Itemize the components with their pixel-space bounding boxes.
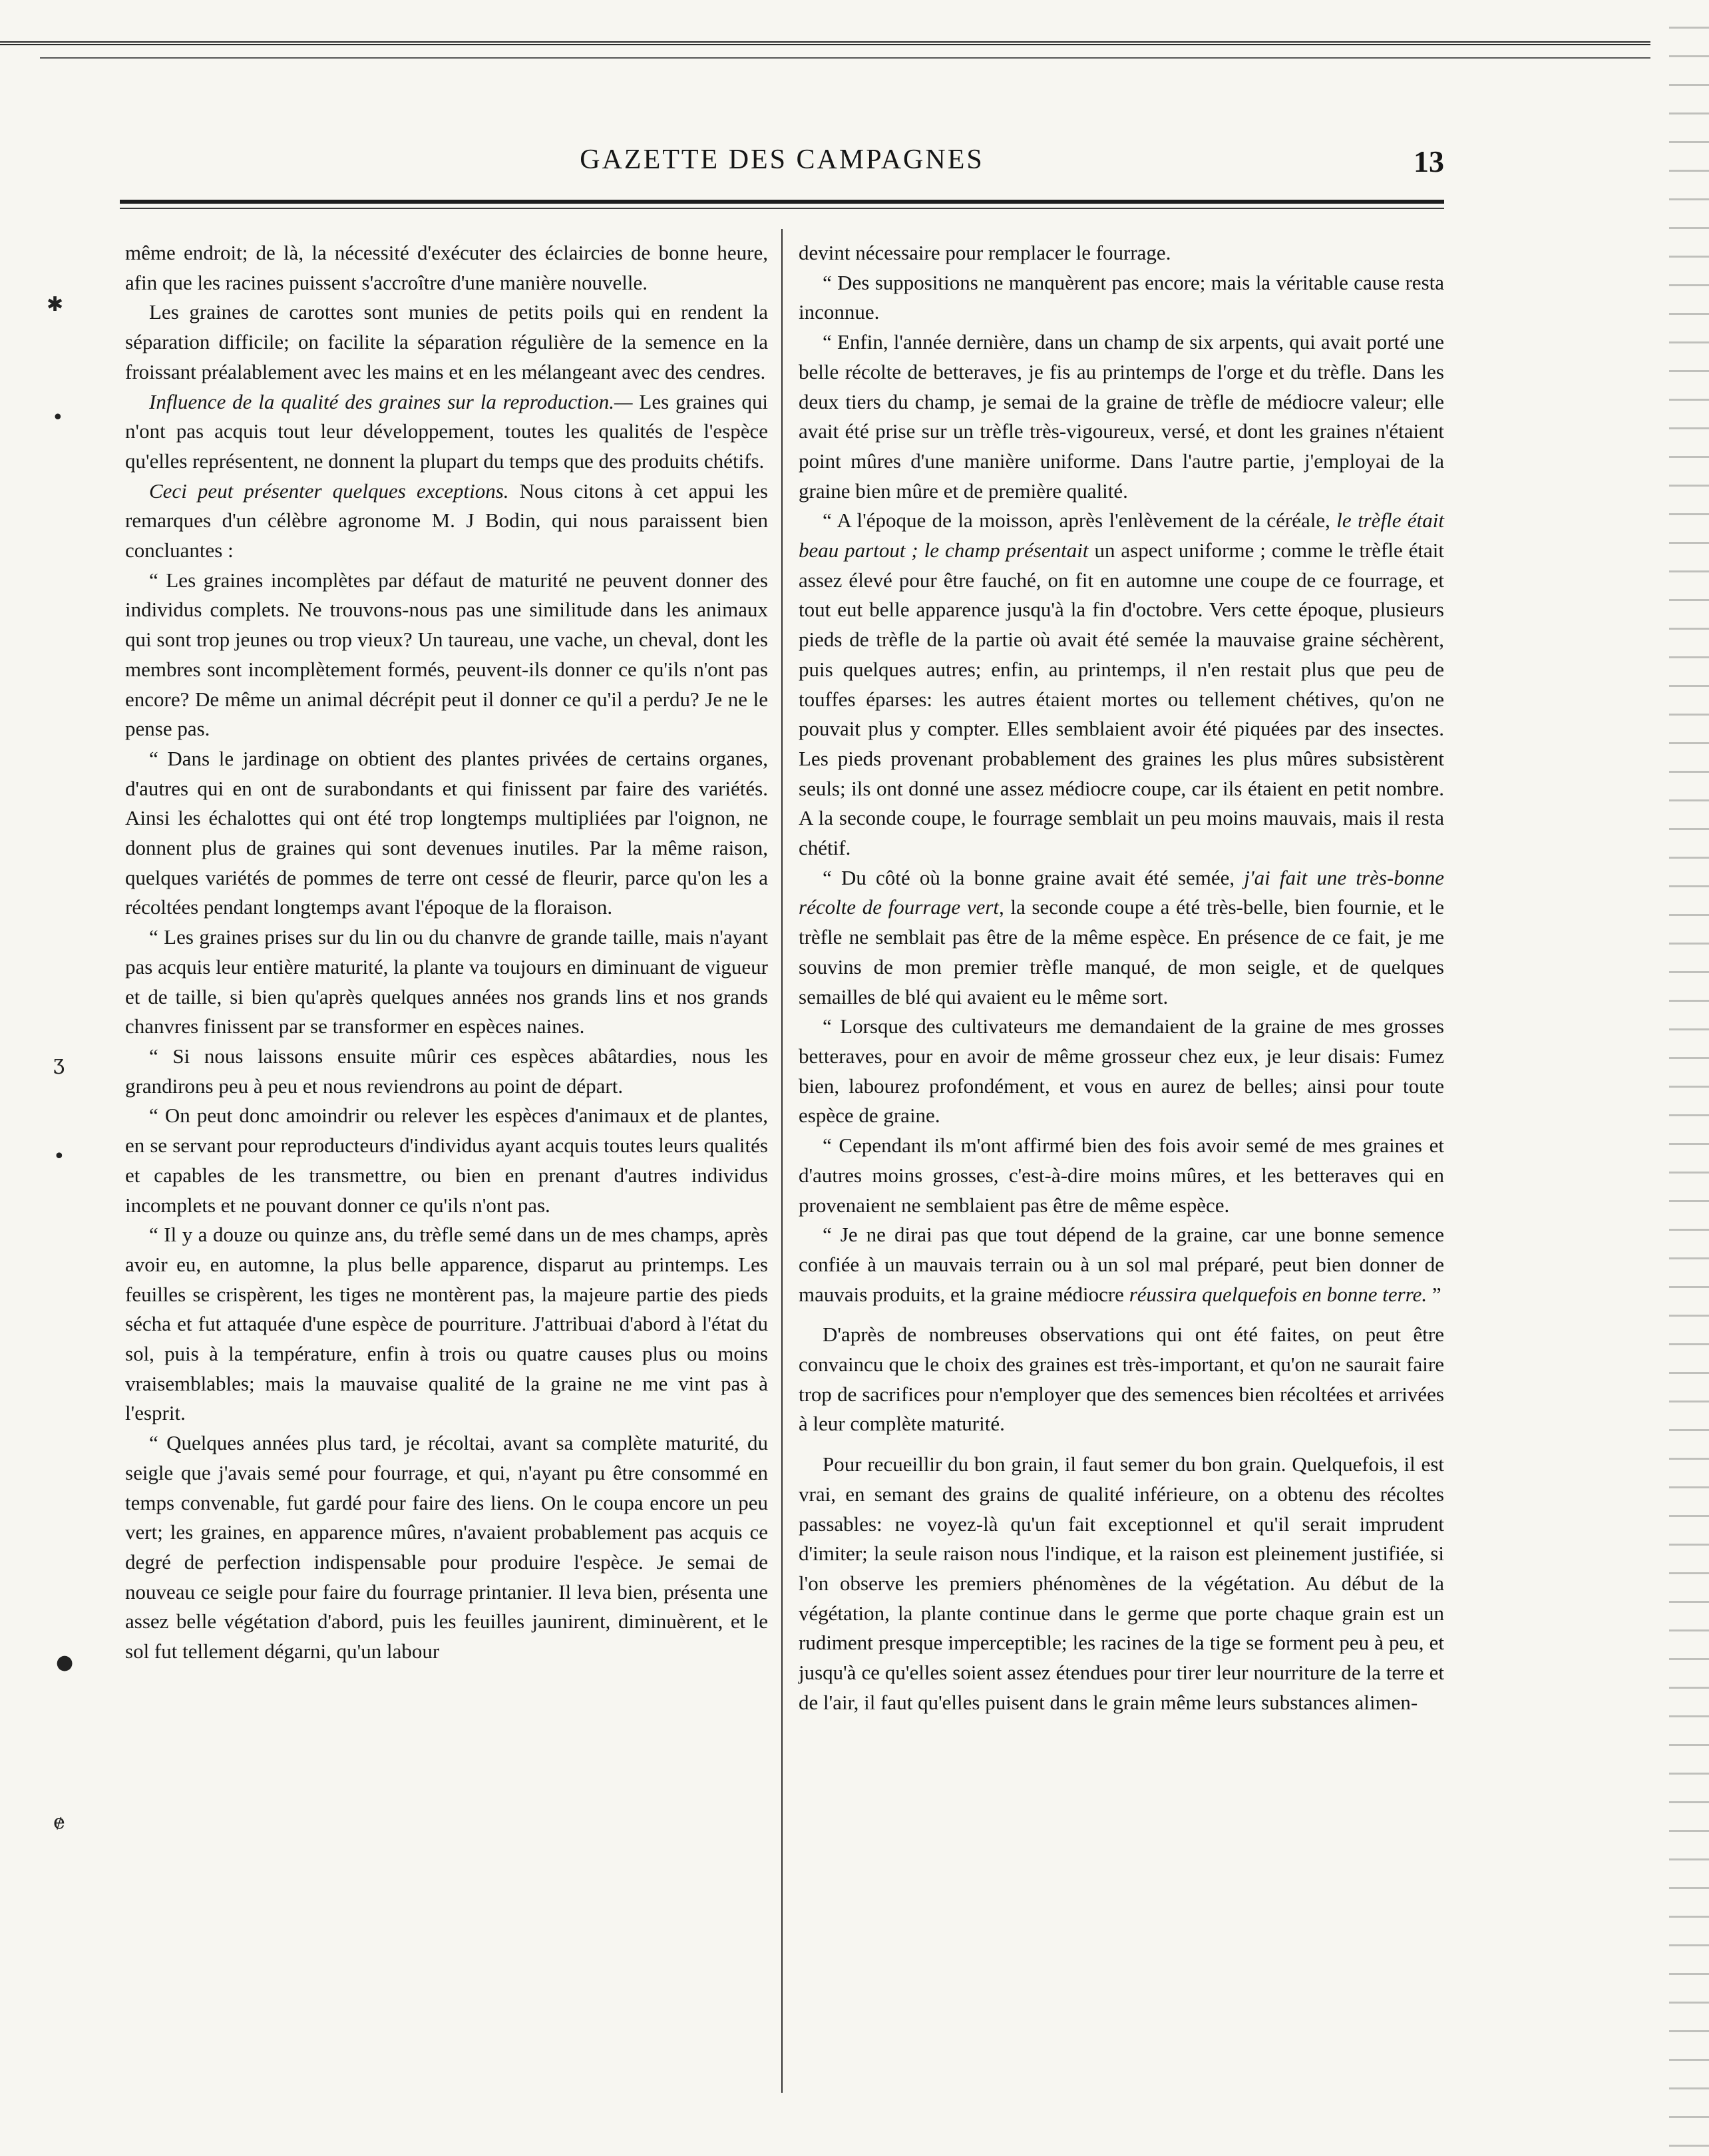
paragraph xyxy=(799,1131,1444,1220)
paragraph xyxy=(125,1101,768,1220)
paragraph xyxy=(125,387,768,477)
paragraph xyxy=(799,238,1444,268)
paragraph xyxy=(125,298,768,387)
paragraph xyxy=(799,506,1444,863)
margin-mark: ʒ xyxy=(53,1052,65,1075)
paragraph xyxy=(125,238,768,298)
right-column xyxy=(799,238,1444,1717)
paragraph xyxy=(125,477,768,566)
scan-edge xyxy=(1669,0,1709,2156)
left-column xyxy=(125,238,768,1667)
paragraph xyxy=(799,1012,1444,1131)
top-border-rule-thin xyxy=(40,57,1650,59)
paragraph-text: “ A l'époque de la moisson, après l'enlèvement de la céréale, xyxy=(823,509,1337,533)
top-border-rule xyxy=(0,41,1650,45)
paragraph-text: “ Enfin, l'année dernière, dans un champ de six arpents, qui avait porté une belle récolte de betteraves, je fis au printemps de l'orge et du trèfle. Dans les deux tiers du champ, je semai de la graine de trèfle de médiocre valeur; elle avait été prise sur un trèfle très-vigoureux, versé, et dont les graines n'étaient point mûres d'une manière uniforme. Dans l'autre partie, j'employai de la graine bien mûre et de première qualité. xyxy=(799,330,1444,503)
margin-mark: ✱ xyxy=(47,293,64,316)
paragraph xyxy=(799,1320,1444,1439)
paragraph-text: “ Lorsque des cultivateurs me demandaient de la graine de mes grosses betteraves, pour en avoir de même grosseur chez eux, je leur disais: Fumez bien, labourez profondément, et vous en aurez de belles; ainsi pour toute espèce de graine. xyxy=(799,1014,1444,1128)
paragraph-text: “ On peut donc amoindrir ou relever les espèces d'animaux et de plantes, en se servant pour reproducteurs d'individus ayant acquis toutes leurs qualités et capables de les transmettre, ou bien en prenant d'autres individus incomplets et ne pouvant donner ce qu'ils n'ont pas. xyxy=(125,1104,768,1217)
paragraph xyxy=(125,1220,768,1428)
paragraph-heading: Influence de la qualité des graines sur la reproduction.— xyxy=(149,389,640,413)
paragraph-text: un aspect uniforme ; comme le trèfle était assez élevé pour être fauché, on fit en automne une coupe de ce fourrage, et tout eut belle apparence jusqu'à la fin d'octobre. Vers cette époque, plusieurs pieds de trèfle de la partie où avait été semée la mauvaise graine séchèrent, puis quelques autres; enfin, au printemps, il n'en restait plus que peu de touffes éparses: les autres étaient mortes ou tellement chétives, qu'on ne pouvait plus y compter. Elles semblaient avoir été piquées par des insectes. Les pieds provenant probablement des graines les plus mûres subsistèrent seuls; ils ont donné une assez médiocre coupe, car ils étaient en petit nombre. A la seconde coupe, le fourrage semblait un peu moins mauvais, mais il resta chétif. xyxy=(799,539,1444,860)
margin-mark: • xyxy=(53,1145,65,1168)
paragraph-text: “ Si nous laissons ensuite mûrir ces espèces abâtardies, nous les grandirons peu à peu et nous reviendrons au point de départ. xyxy=(125,1044,768,1098)
paragraph-heading: Ceci peut présenter quelques exceptions. xyxy=(149,479,520,503)
paragraph-text: Les graines de carottes sont munies de petits poils qui en rendent la séparation difficile; on facilite la séparation régulière de la semence en la froissant préalablement avec les mains et en les mélangeant avec des cendres. xyxy=(125,300,768,383)
paragraph-emphasis: le trèfle était beau partout ; le champ présentait xyxy=(799,509,1444,562)
margin-mark: ɇ xyxy=(53,1811,65,1834)
paragraph xyxy=(125,566,768,744)
paragraph-text: Les graines qui n'ont pas acquis tout leur développement, toutes les qualités de l'espèce qu'elles représentent, ne donnent la plupart du temps que des produits chétifs. xyxy=(125,389,768,473)
paragraph xyxy=(125,744,768,923)
paragraph-text: “ Dans le jardinage on obtient des plantes privées de certains organes, d'autres qui en ont de surabondants et qui finissent par faire des variétés. Ainsi les échalottes qui ont été trop longtemps multipliées par l'oignon, ne donnent plus de graines qui sont devenues inutiles. Par la même raison, quelques variétés de pommes de terre ont cessé de fleurir, parce qu'on les a récoltées pendant longtemps avant l'époque de la floraison. xyxy=(125,746,768,919)
page-header xyxy=(120,144,1444,184)
column-divider xyxy=(781,229,783,2093)
paragraph-text: ” xyxy=(1427,1282,1441,1306)
paragraph-text: Pour recueillir du bon grain, il faut semer du bon grain. Quelquefois, il est vrai, en semant des grains de qualité inférieure, on a obtenu des récoltes passables: ne voyez-là qu'un fait exceptionnel et qu'il serait imprudent d'imiter; la seule raison nous l'indique, et la raison est pleinement justifiée, si l'on observe les premiers phénomènes de la végétation. Au début de la végétation, la plante continue dans le germe que porte chaque grain est un rudiment presque imperceptible; les racines de la tige se forment peu à peu, et jusqu'à ce qu'elles soient assez étendues pour tirer leur nourriture de la terre et de l'air, il faut qu'elles puisent dans le grain même leurs substances alimen- xyxy=(799,1452,1444,1714)
paragraph-text: même endroit; de là, la nécessité d'exécuter des éclaircies de bonne heure, afin que les racines puissent s'accroître d'une manière nouvelle. xyxy=(125,241,768,294)
paragraph xyxy=(799,1220,1444,1309)
paragraph xyxy=(125,1042,768,1101)
paragraph xyxy=(125,923,768,1042)
paragraph-text: Nous citons à cet appui les remarques d'un célèbre agronome M. J Bodin, qui nous paraissent bien concluantes : xyxy=(125,479,768,562)
paragraph-text: “ Du côté où la bonne graine avait été semée, xyxy=(823,865,1244,889)
page-number: 13 xyxy=(1414,144,1444,178)
paragraph-emphasis: j'ai fait une très-bonne récolte de fourrage vert, xyxy=(799,865,1444,919)
paragraph-text: “ Je ne dirai pas que tout dépend de la graine, car une bonne semence confiée à un mauvais terrain ou à un sol mal préparé, peut bien donner de mauvais produits, et la graine médiocre xyxy=(799,1223,1444,1306)
paragraph-text: “ Les graines prises sur du lin ou du chanvre de grande taille, mais n'ayant pas acquis leur entière maturité, la plante va toujours en diminuant de vigueur et de taille, si bien qu'après quelques années nos grands lins et nos grands chanvres finissent par se transformer en espèces naines. xyxy=(125,925,768,1038)
margin-mark: ● xyxy=(56,1651,74,1674)
paragraph xyxy=(799,268,1444,327)
margin-mark: • xyxy=(52,406,64,429)
paragraph-text: “ Quelques années plus tard, je récoltai, avant sa complète maturité, du seigle que j'avais semé pour fourrage, et qui, n'ayant pu être consommé en temps convenable, fut gardé pour faire des liens. On le coupa encore un peu vert; les graines, en apparence mûres, n'avaient probablement pas acquis ce degré de perfection indispensable pour produire l'espèce. Je semai de nouveau ce seigle pour faire du fourrage printanier. Il leva bien, présenta une assez belle végétation d'abord, puis les feuilles jaunirent, diminuèrent, et le sol fut tellement dégarni, qu'un labour xyxy=(125,1431,768,1663)
page-title: GAZETTE DES CAMPAGNES xyxy=(580,144,984,175)
paragraph-text: la seconde coupe a été très-belle, bien fournie, et le trèfle ne semblait pas être de la même espèce. En présence de ce fait, je me souvins de mon premier trèfle manqué, de mon seigle, et de quelques semailles de blé qui avaient eu le même sort. xyxy=(799,895,1444,1008)
header-rule-thin xyxy=(120,208,1444,209)
paragraph-text: “ Des suppositions ne manquèrent pas encore; mais la véritable cause resta inconnue. xyxy=(799,270,1444,324)
paragraph xyxy=(125,1428,768,1667)
paragraph-text: D'après de nombreuses observations qui ont été faites, on peut être convaincu que le choix des graines est très-important, et qu'on ne saurait faire trop de sacrifices pour n'employer que des semences bien récoltées et arrivées à leur complète maturité. xyxy=(799,1323,1444,1436)
paragraph xyxy=(799,327,1444,506)
paragraph xyxy=(799,863,1444,1012)
paragraph-text: “ Il y a douze ou quinze ans, du trèfle semé dans un de mes champs, après avoir eu, en automne, la plus belle apparence, disparut au printemps. Les feuilles se crispèrent, les tiges ne montèrent pas, la majeure partie des pieds sécha et fut attaquée d'une espèce de pourriture. J'attribuai d'abord à l'état du sol, puis à la température, enfin à trois ou quatre causes plus ou moins vraisemblables; mais la mauvaise qualité de la graine ne me vint pas à l'esprit. xyxy=(125,1223,768,1425)
paragraph xyxy=(799,1450,1444,1717)
paragraph-emphasis: réussira quelquefois en bonne terre. xyxy=(1129,1282,1427,1306)
paragraph-text: devint nécessaire pour remplacer le fourrage. xyxy=(799,241,1171,264)
header-rule-thick xyxy=(120,200,1444,204)
paragraph-text: “ Les graines incomplètes par défaut de maturité ne peuvent donner des individus complets. Ne trouvons-nous pas une similitude dans les animaux qui sont trop jeunes ou trop vieux? Un taureau, une vache, un cheval, dont les membres sont incomplètement formés, peuvent-ils donner ce qu'ils n'ont pas encore? De même un animal décrépit peut il donner ce qu'il a perdu? Je ne le pense pas. xyxy=(125,568,768,741)
paragraph-text: “ Cependant ils m'ont affirmé bien des fois avoir semé de mes graines et d'autres moins grosses, c'est-à-dire moins mûres, et les betteraves qui en provenaient ne semblaient pas être de même espèce. xyxy=(799,1134,1444,1217)
